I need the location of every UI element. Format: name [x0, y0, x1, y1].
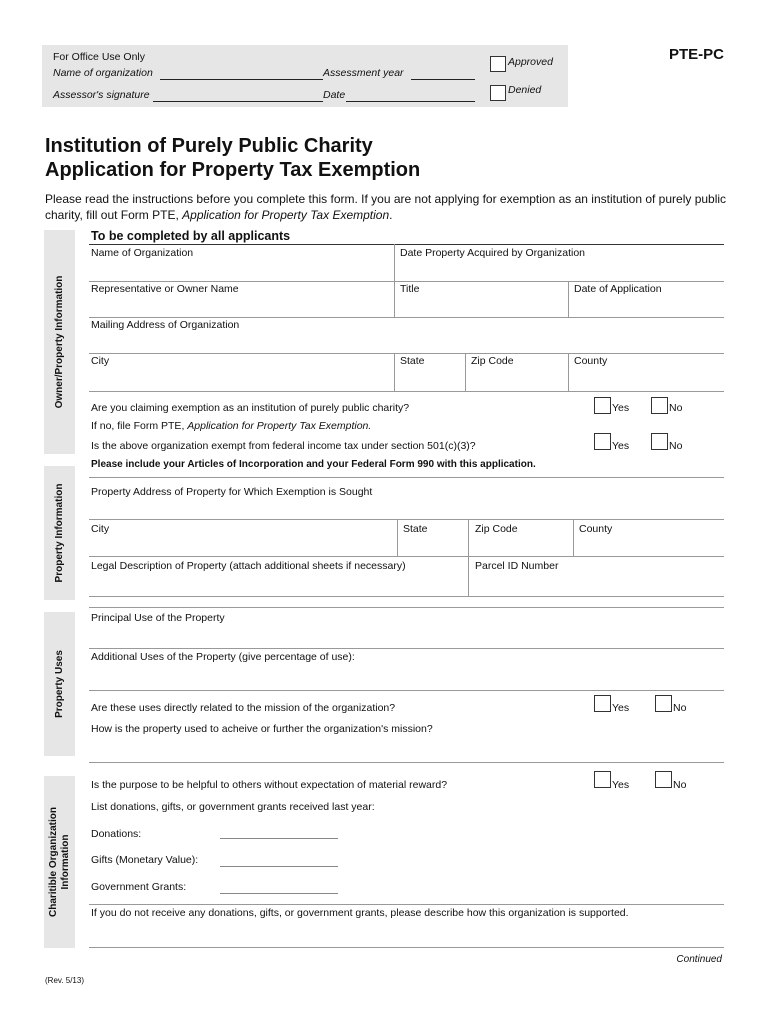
q1-note — [91, 420, 371, 432]
q2-no-label: No — [669, 440, 683, 452]
grants-label: Government Grants: — [91, 881, 187, 893]
divider — [394, 244, 395, 281]
divider — [468, 519, 469, 556]
section-owner-tab — [44, 230, 75, 454]
purpose-no-label: No — [673, 779, 687, 791]
related-no-checkbox[interactable] — [655, 695, 672, 712]
rule — [89, 244, 724, 245]
mailing-address-label: Mailing Address of Organization — [91, 319, 240, 331]
office-name-label: Name of organization — [53, 67, 153, 79]
denied-label: Denied — [508, 84, 542, 96]
intro-end: . — [389, 208, 393, 222]
list-donations-label: List donations, gifts, or government grants received last year: — [91, 801, 375, 813]
divider — [468, 556, 469, 596]
gifts-label: Gifts (Monetary Value): — [91, 854, 199, 866]
property-zip-label: Zip Code — [475, 523, 518, 535]
divider — [397, 519, 398, 556]
rule — [89, 596, 724, 597]
county-label: County — [574, 355, 608, 367]
section-charitable-tab — [44, 776, 75, 948]
office-name-field[interactable] — [160, 79, 323, 80]
intro-part1: Please read the instructions before you complete this form. If you are not applying for exemption as an institution of purely public charity, fill out Form PTE, — [45, 192, 727, 222]
q2-yes-label: Yes — [612, 440, 630, 452]
office-signature-field[interactable] — [153, 101, 323, 102]
section-property-label: Property Information — [53, 483, 65, 583]
purpose-question: Is the purpose to be helpful to others without expectation of material reward? — [91, 779, 448, 791]
rule — [89, 607, 724, 608]
office-assessment-field[interactable] — [411, 79, 475, 80]
q1-no-label: No — [669, 402, 683, 414]
property-city-label: City — [91, 523, 110, 535]
rule — [89, 556, 724, 557]
section-charitable-label — [48, 807, 72, 917]
rule — [89, 317, 724, 318]
parcel-id-label: Parcel ID Number — [475, 560, 559, 572]
rule — [89, 690, 724, 691]
how-used-label: How is the property used to acheive or further the organization's mission? — [91, 723, 433, 735]
section-owner-label: Owner/Property Information — [53, 275, 65, 409]
q1-no-checkbox[interactable] — [651, 397, 668, 414]
intro-text — [45, 191, 735, 223]
date-application-label: Date of Application — [574, 283, 662, 295]
section-uses-label: Property Uses — [53, 650, 65, 718]
state-label: State — [400, 355, 425, 367]
continued-text: Continued — [676, 954, 722, 965]
rule — [89, 648, 724, 649]
rule — [89, 477, 724, 478]
property-county-label: County — [579, 523, 613, 535]
form-id: PTE-PC — [668, 46, 724, 63]
related-yes-checkbox[interactable] — [594, 695, 611, 712]
section-property-tab — [44, 466, 75, 600]
office-date-field[interactable] — [346, 101, 475, 102]
property-address-label: Property Address of Property for Which Exemption is Sought — [91, 486, 373, 498]
section-charitable-line2: Information — [59, 834, 71, 890]
zip-label: Zip Code — [471, 355, 514, 367]
uses-related-question: Are these uses directly related to the mission of the organization? — [91, 702, 396, 714]
q1-note-italic: Application for Property Tax Exemption. — [187, 420, 372, 432]
office-date-label: Date — [323, 89, 346, 101]
gifts-field[interactable] — [220, 866, 338, 867]
legal-description-label: Legal Description of Property (attach additional sheets if necessary) — [91, 560, 406, 572]
intro-italic: Application for Property Tax Exemption — [182, 208, 390, 222]
q1-yes-checkbox[interactable] — [594, 397, 611, 414]
title-label: Title — [400, 283, 420, 295]
divider — [573, 519, 574, 556]
section-uses-tab — [44, 612, 75, 756]
divider — [394, 353, 395, 391]
q-501c3: Is the above organization exempt from federal income tax under section 501(c)(3)? — [91, 440, 476, 452]
rule — [89, 391, 724, 392]
office-use-box — [42, 45, 568, 107]
q2-no-checkbox[interactable] — [651, 433, 668, 450]
q1-yes-label: Yes — [612, 402, 630, 414]
grants-field[interactable] — [220, 893, 338, 894]
additional-uses-label: Additional Uses of the Property (give percentage of use): — [91, 651, 355, 663]
page-title — [45, 134, 420, 182]
rule — [89, 904, 724, 905]
denied-checkbox[interactable] — [490, 85, 506, 101]
title-line-1: Institution of Purely Public Charity — [45, 135, 373, 157]
property-state-label: State — [403, 523, 428, 535]
office-assessment-label: Assessment year — [323, 67, 404, 79]
title-line-2: Application for Property Tax Exemption — [45, 159, 421, 181]
heading-all-applicants: To be completed by all applicants — [91, 229, 291, 243]
rep-name-label: Representative or Owner Name — [91, 283, 239, 295]
divider — [568, 281, 569, 317]
include-note: Please include your Articles of Incorporation and your Federal Form 990 with this application. — [91, 459, 536, 470]
q2-yes-checkbox[interactable] — [594, 433, 611, 450]
office-signature-label: Assessor's signature — [53, 89, 150, 101]
divider — [568, 353, 569, 391]
revision-text: (Rev. 5/13) — [45, 976, 84, 985]
purpose-yes-checkbox[interactable] — [594, 771, 611, 788]
org-name-label: Name of Organization — [91, 247, 194, 259]
related-yes-label: Yes — [612, 702, 630, 714]
related-no-label: No — [673, 702, 687, 714]
rule — [89, 281, 724, 282]
city-label: City — [91, 355, 110, 367]
principal-use-label: Principal Use of the Property — [91, 612, 225, 624]
rule — [89, 947, 724, 948]
purpose-no-checkbox[interactable] — [655, 771, 672, 788]
donations-label: Donations: — [91, 828, 142, 840]
q-public-charity: Are you claiming exemption as an institution of purely public charity? — [91, 402, 410, 414]
date-acquired-label: Date Property Acquired by Organization — [400, 247, 586, 259]
rule — [89, 762, 724, 763]
purpose-yes-label: Yes — [612, 779, 630, 791]
approved-label: Approved — [508, 56, 553, 68]
q1-note-prefix: If no, file Form PTE, — [91, 420, 188, 432]
describe-support-label: If you do not receive any donations, gifts, or government grants, please describe how this organization is supported. — [91, 907, 629, 919]
section-charitable-line1: Charitible Organization — [47, 806, 59, 918]
approved-checkbox[interactable] — [490, 56, 506, 72]
rule — [89, 353, 724, 354]
rule — [89, 519, 724, 520]
donations-field[interactable] — [220, 838, 338, 839]
divider — [465, 353, 466, 391]
office-heading: For Office Use Only — [53, 51, 145, 63]
divider — [394, 281, 395, 317]
